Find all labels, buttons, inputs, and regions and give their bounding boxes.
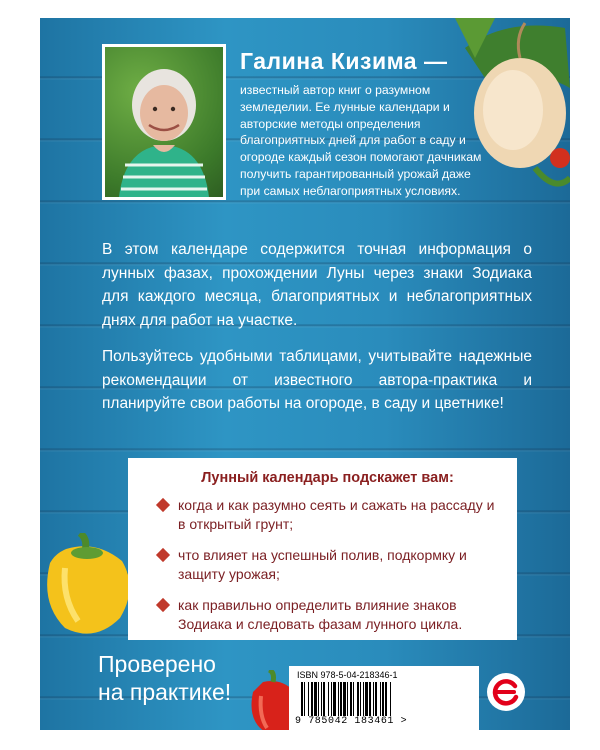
barcode-bar (340, 682, 342, 716)
feature-item (156, 496, 499, 534)
features-heading: Лунный календарь подскажет вам: (201, 470, 454, 486)
barcode-bar (311, 682, 313, 716)
barcode-block (289, 666, 479, 730)
barcode-bars (299, 682, 469, 716)
barcode-bar (338, 682, 339, 716)
slogan-line-2: на практике! (98, 679, 232, 705)
feature-item (156, 596, 499, 634)
barcode-bar (308, 682, 309, 716)
barcode-bar (382, 682, 384, 716)
barcode-bar (390, 682, 391, 716)
barcode-bar (314, 682, 317, 716)
barcode-bar (369, 682, 371, 716)
barcode-bar (373, 682, 374, 716)
barcode-bar (357, 682, 359, 716)
barcode-bar (323, 682, 325, 716)
checked-in-practice-slogan (98, 650, 231, 706)
feature-item-text: как правильно определить влияние знаков Зодиака и следовать фазам лунного цикла. (178, 597, 463, 632)
feature-item-text: когда и как разумно сеять и сажать на рассаду и в открытый грунт; (178, 497, 495, 532)
diamond-bullet-icon (156, 598, 170, 612)
barcode-bar (380, 682, 381, 716)
barcode-bar (301, 682, 303, 716)
barcode-bar (343, 682, 346, 716)
slogan-line-1: Проверено (98, 651, 216, 677)
barcode-bar (375, 682, 377, 716)
barcode-bar (318, 682, 319, 716)
barcode-bar (360, 682, 361, 716)
barcode-bar (328, 682, 329, 716)
barcode-bar (385, 682, 387, 716)
author-portrait-illustration (105, 47, 223, 197)
barcode-bar (331, 682, 332, 716)
author-description: известный автор книг о разумном земледелии. Ее лунные календари и авторские методы определения благоприятных дней для работ в саду и огороде каждый сезон помогают дачникам получить гарантированный урожай даже при самых неблагоприятных условиях. (240, 83, 482, 198)
publisher-logo-icon (486, 672, 526, 712)
barcode-bar (365, 682, 368, 716)
description-paragraph-2: Пользуйтесь удобными таблицами, учитывайте надежные рекомендации от известного автора-практика и планируйте свои работы на огороде, в саду и цветнике! (102, 348, 532, 412)
feature-item (156, 546, 499, 584)
description-paragraph-1: В этом календаре содержится точная информация о лунных фазах, прохождении Луны через знаки Зодиака для каждого месяца, благоприятных и неблагоприятных днях для работ на участке. (102, 241, 532, 329)
barcode-bar (363, 682, 364, 716)
author-name: Галина Кизима — (240, 48, 448, 74)
barcode-bar (304, 682, 305, 716)
barcode-bar (350, 682, 352, 716)
diamond-bullet-icon (156, 548, 170, 562)
diamond-bullet-icon (156, 498, 170, 512)
barcode-bar (321, 682, 322, 716)
feature-item-text: что влияет на успешный полив, подкормку и защиту урожая; (178, 547, 467, 582)
features-box (128, 458, 517, 640)
barcode-bar (347, 682, 348, 716)
cover-background (40, 18, 570, 730)
barcode-bar (333, 682, 336, 716)
barcode-number: 9 785042 183461 > (295, 716, 408, 727)
barcode-bar (353, 682, 354, 716)
yellow-pepper-illustration (40, 533, 135, 638)
isbn-text: ISBN 978-5-04-218346-1 (297, 670, 398, 680)
author-photo (102, 44, 226, 200)
